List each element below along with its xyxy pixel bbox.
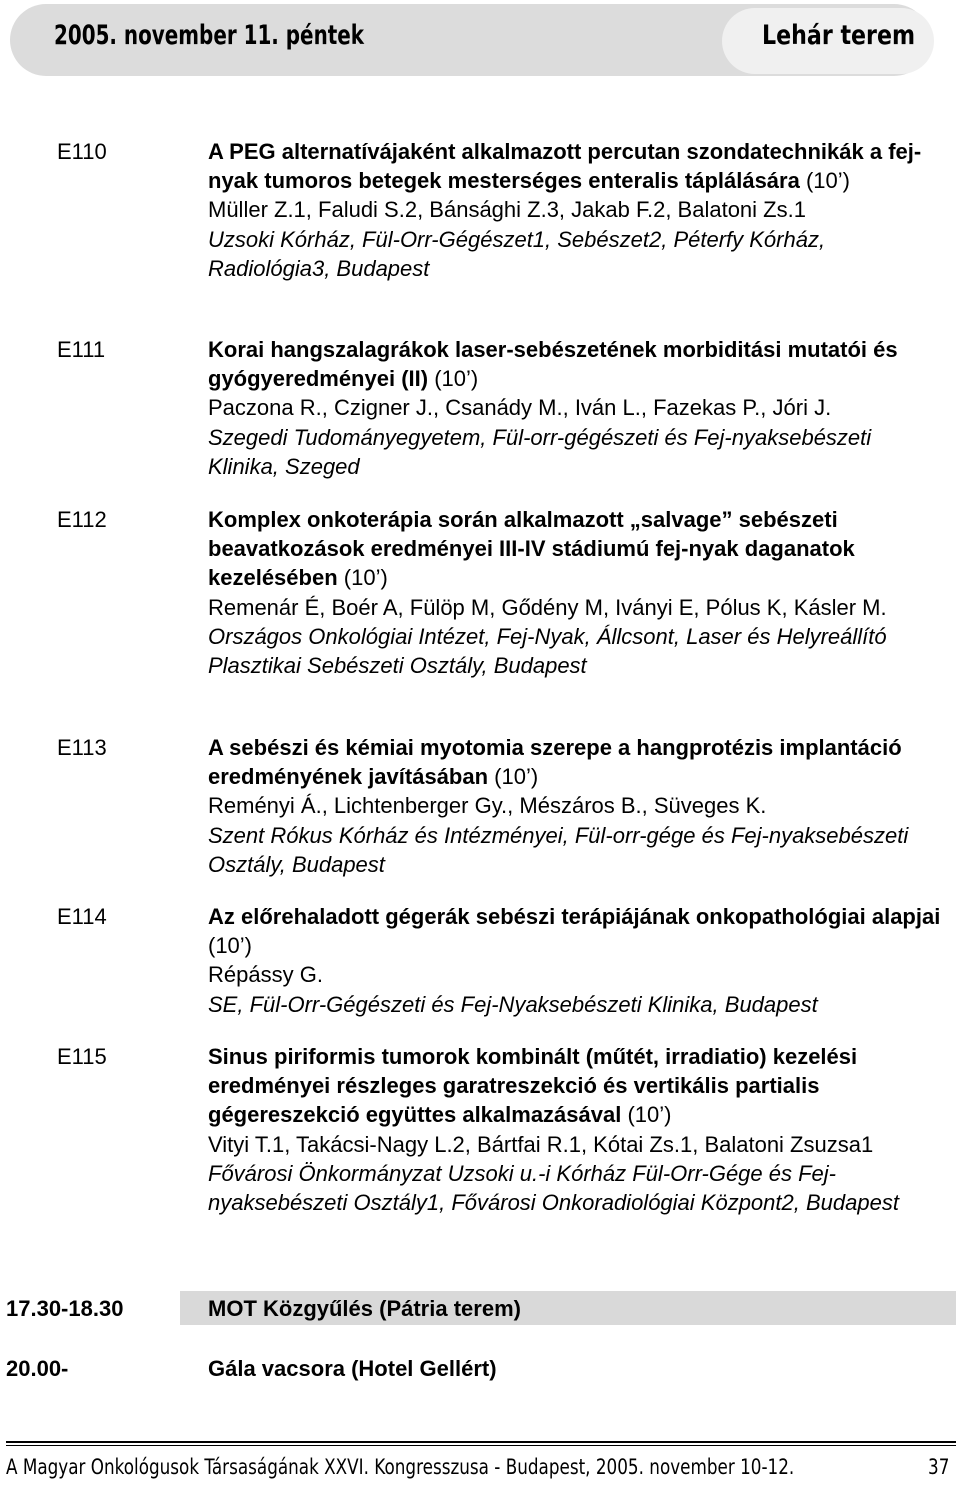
session-duration: (10’) bbox=[494, 764, 539, 790]
session-institution: Fővárosi Önkormányzat Uzsoki u.-i Kórház Fül-Orr-Gége és Fej-nyaksebészeti Osztály1, Fővárosi Onkoradiológiai Központ2, Budapest bbox=[208, 1160, 899, 1216]
session-code: E114 bbox=[57, 904, 107, 929]
schedule-label: Gála vacsora (Hotel Gellért) bbox=[208, 1356, 497, 1381]
session-institution: Szegedi Tudományegyetem, Fül-orr-gégészeti és Fej-nyaksebészeti Klinika, Szeged bbox=[208, 424, 872, 479]
session-duration: (10’) bbox=[434, 366, 479, 392]
schedule-row-gala-dinner bbox=[0, 1351, 960, 1385]
session-title: Sinus piriformis tumorok kombinált (műtét, irradiatio) kezelési eredményei részleges garatreszekció és vertikális partialis gégereszekció együttes alkalmazásával bbox=[208, 1044, 858, 1128]
session-title: A sebészi és kémiai myotomia szerepe a hangprotézis implantáció eredményének javításában bbox=[208, 735, 902, 790]
session-authors: Remenár É, Boér A, Fülöp M, Gődény M, Iványi E, Pólus K, Kásler M. bbox=[208, 594, 887, 620]
session-duration: (10’) bbox=[805, 168, 850, 194]
schedule-row-general-assembly bbox=[0, 1291, 960, 1325]
session-code: E110 bbox=[57, 139, 107, 164]
session-duration: (10’) bbox=[627, 1102, 672, 1128]
session-title: Komplex onkoterápia során alkalmazott „salvage” sebészeti beavatkozások eredményei III-IV stádiumú fej-nyak daganatok kezelésében bbox=[208, 507, 855, 591]
session-title: Korai hangszalagrákok laser-sebészetének morbiditási mutatói és gyógyeredményei (II) bbox=[208, 337, 898, 392]
session-institution: Országos Onkológiai Intézet, Fej-Nyak, Állcsont, Laser és Helyreállító Plasztikai Sebészeti Osztály, Budapest bbox=[208, 623, 887, 679]
session-authors: Reményi Á., Lichtenberger Gy., Mészáros B., Süveges K. bbox=[208, 793, 767, 819]
session-institution: SE, Fül-Orr-Gégészeti és Fej-Nyaksebészeti Klinika, Budapest bbox=[208, 991, 818, 1017]
footer-text: A Magyar Onkológusok Társaságának XXVI. Kongresszusa - Budapest, 2005. november 10-12. bbox=[6, 1455, 795, 1479]
session-institution: Uzsoki Kórház, Fül-Orr-Gégészet1, Sebészet2, Péterfy Kórház, Radiológia3, Budapest bbox=[208, 226, 826, 281]
session-duration: (10’) bbox=[343, 565, 388, 591]
footer-rule-thin bbox=[6, 1445, 956, 1446]
session-body bbox=[208, 733, 948, 879]
header-room: Lehár terem bbox=[762, 20, 916, 51]
session-body bbox=[208, 335, 948, 481]
session-authors: Paczona R., Czigner J., Csanády M., Iván L., Fazekas P., Jóri J. bbox=[208, 395, 832, 421]
session-institution: Szent Rókus Kórház és Intézményei, Fül-orr-gége és Fej-nyaksebészeti Osztály, Budapest bbox=[208, 822, 909, 877]
session-code: E113 bbox=[57, 735, 107, 760]
schedule-time: 20.00- bbox=[6, 1356, 69, 1381]
session-body bbox=[208, 902, 948, 1019]
page-number: 37 bbox=[928, 1455, 950, 1479]
schedule-label: MOT Közgyűlés (Pátria terem) bbox=[208, 1296, 521, 1321]
session-authors: Répássy G. bbox=[208, 962, 323, 988]
session-title: A PEG alternatívájaként alkalmazott percutan szondatechnikák a fej-nyak tumoros betegek mesterséges enteralis táplálására bbox=[208, 139, 922, 194]
footer-rule bbox=[6, 1441, 956, 1443]
session-body bbox=[208, 1042, 948, 1217]
session-code: E115 bbox=[57, 1044, 107, 1069]
session-body bbox=[208, 505, 948, 680]
session-code: E111 bbox=[57, 337, 106, 362]
session-code: E112 bbox=[57, 507, 107, 532]
schedule-time: 17.30-18.30 bbox=[6, 1296, 124, 1321]
session-title: Az előrehaladott gégerák sebészi terápiájának onkopathológiai alapjai bbox=[208, 904, 941, 929]
session-authors: Vityi T.1, Takácsi-Nagy L.2, Bártfai R.1, Kótai Zs.1, Balatoni Zsuzsa1 bbox=[208, 1131, 874, 1157]
session-authors: Müller Z.1, Faludi S.2, Bánsághi Z.3, Jakab F.2, Balatoni Zs.1 bbox=[208, 197, 806, 223]
header-date: 2005. november 11. péntek bbox=[54, 20, 365, 51]
session-body bbox=[208, 137, 948, 283]
session-duration: (10’) bbox=[208, 933, 253, 959]
